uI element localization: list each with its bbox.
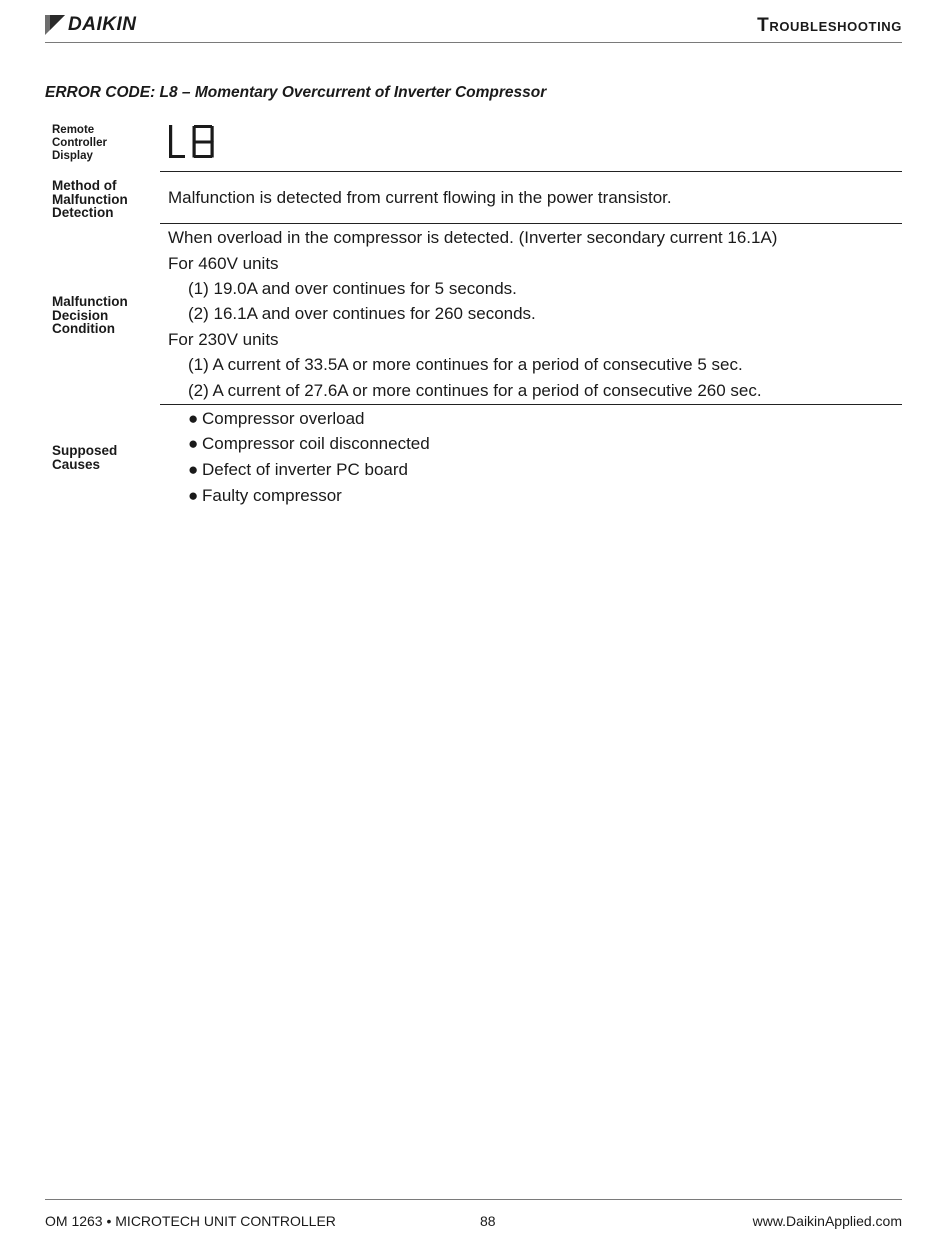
daikin-logo	[45, 14, 136, 36]
decision-line: For 460V units	[168, 254, 279, 273]
cause-item: ● Compressor coil disconnected	[188, 434, 430, 453]
row-divider	[160, 404, 902, 405]
logo-text: DAIKIN	[68, 14, 137, 35]
section-title: Troubleshooting	[757, 15, 902, 36]
bullet-icon: ●	[188, 460, 199, 479]
page-footer	[45, 1199, 902, 1229]
footer-doc-title: OM 1263 • MICROTECH UNIT CONTROLLER	[45, 1213, 336, 1229]
decision-line: (1) A current of 33.5A or more continues for a period of consecutive 5 sec.	[188, 355, 743, 374]
cause-item: ● Faulty compressor	[188, 486, 342, 505]
footer-page-number: 88	[480, 1213, 496, 1229]
decision-line: For 230V units	[168, 330, 279, 349]
decision-line: When overload in the compressor is detected. (Inverter secondary current 16.1A)	[168, 228, 778, 247]
row-divider	[160, 171, 902, 172]
decision-line: (1) 19.0A and over continues for 5 seconds.	[188, 279, 517, 298]
bullet-icon: ●	[188, 486, 199, 505]
method-label: Method of Malfunction Detection	[52, 178, 128, 220]
footer-website-link[interactable]: www.DaikinApplied.com	[752, 1213, 902, 1229]
causes-label: Supposed Causes	[52, 443, 118, 472]
lcd-code-l8	[168, 124, 216, 160]
cause-item: ● Compressor overload	[188, 409, 365, 428]
remote-display-label: Remote Controller Display	[52, 124, 107, 162]
decision-line: (2) A current of 27.6A or more continues for a period of consecutive 260 sec.	[188, 381, 762, 400]
lcd-display	[168, 124, 216, 165]
row-divider	[160, 223, 902, 224]
daikin-triangle-icon	[45, 15, 65, 35]
cause-item: ● Defect of inverter PC board	[188, 460, 408, 479]
bullet-icon: ●	[188, 434, 199, 453]
method-text: Malfunction is detected from current flowing in the power transistor.	[168, 188, 672, 207]
decision-line: (2) 16.1A and over continues for 260 seconds.	[188, 304, 536, 323]
error-code-title: ERROR CODE: L8 – Momentary Overcurrent of Inverter Compressor	[45, 84, 547, 101]
bullet-icon: ●	[188, 409, 199, 428]
decision-label: Malfunction Decision Condition	[52, 294, 128, 336]
page-header	[45, 12, 902, 43]
